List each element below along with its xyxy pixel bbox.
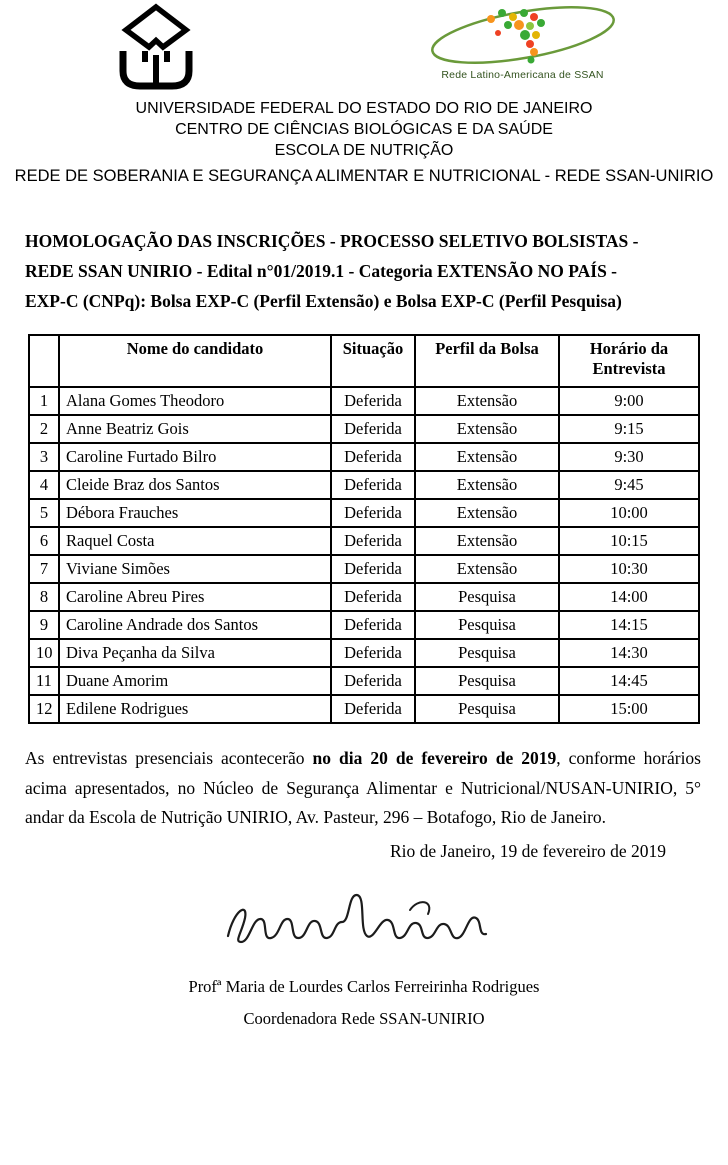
status-cell: Deferida bbox=[331, 555, 415, 583]
candidate-name: Edilene Rodrigues bbox=[59, 695, 331, 723]
unirio-emblem-icon bbox=[106, 2, 206, 95]
status-cell: Deferida bbox=[331, 499, 415, 527]
table-row bbox=[29, 583, 699, 611]
paragraph-text-pre: As entrevistas presenciais acontecerão bbox=[25, 748, 313, 769]
row-number: 2 bbox=[29, 415, 59, 443]
candidate-name: Alana Gomes Theodoro bbox=[59, 387, 331, 415]
institution-line-4: REDE DE SOBERANIA E SEGURANÇA ALIMENTAR E NUTRICIONAL - REDE SSAN-UNIRIO bbox=[14, 167, 714, 186]
candidate-name: Anne Beatriz Gois bbox=[59, 415, 331, 443]
paragraph-bold-date: no dia 20 de fevereiro de 2019 bbox=[312, 748, 557, 769]
status-cell: Deferida bbox=[331, 415, 415, 443]
profile-cell: Extensão bbox=[415, 471, 559, 499]
title-line-1: HOMOLOGAÇÃO DAS INSCRIÇÕES - PROCESSO SELETIVO BOLSISTAS - bbox=[25, 231, 639, 252]
candidate-name: Cleide Braz dos Santos bbox=[59, 471, 331, 499]
table-row bbox=[29, 555, 699, 583]
row-number: 12 bbox=[29, 695, 59, 723]
header-status: Situação bbox=[331, 335, 415, 387]
profile-cell: Extensão bbox=[415, 415, 559, 443]
header-interview-time: Horário da Entrevista bbox=[559, 335, 699, 387]
candidate-name: Caroline Andrade dos Santos bbox=[59, 611, 331, 639]
row-number: 9 bbox=[29, 611, 59, 639]
table-row bbox=[29, 667, 699, 695]
time-cell: 14:30 bbox=[559, 639, 699, 667]
table-header-row bbox=[29, 335, 699, 387]
profile-cell: Extensão bbox=[415, 499, 559, 527]
table-row bbox=[29, 611, 699, 639]
time-cell: 14:15 bbox=[559, 611, 699, 639]
signer-role: Coordenadora Rede SSAN-UNIRIO bbox=[243, 1008, 485, 1028]
signature-scribble-icon bbox=[214, 888, 514, 960]
candidate-name: Débora Frauches bbox=[59, 499, 331, 527]
profile-cell: Extensão bbox=[415, 387, 559, 415]
title-line-3: EXP-C (CNPq): Bolsa EXP-C (Perfil Extensão) e Bolsa EXP-C (Perfil Pesquisa) bbox=[25, 291, 622, 312]
candidate-name: Raquel Costa bbox=[59, 527, 331, 555]
row-number: 4 bbox=[29, 471, 59, 499]
time-cell: 10:15 bbox=[559, 527, 699, 555]
status-cell: Deferida bbox=[331, 667, 415, 695]
candidate-name: Viviane Simões bbox=[59, 555, 331, 583]
row-number: 8 bbox=[29, 583, 59, 611]
place-date-line: Rio de Janeiro, 19 de fevereiro de 2019 bbox=[389, 840, 666, 861]
time-cell: 9:00 bbox=[559, 387, 699, 415]
time-cell: 10:00 bbox=[559, 499, 699, 527]
time-cell: 10:30 bbox=[559, 555, 699, 583]
table-row bbox=[29, 639, 699, 667]
profile-cell: Pesquisa bbox=[415, 639, 559, 667]
status-cell: Deferida bbox=[331, 583, 415, 611]
profile-cell: Pesquisa bbox=[415, 695, 559, 723]
status-cell: Deferida bbox=[331, 387, 415, 415]
table-row bbox=[29, 387, 699, 415]
row-number: 1 bbox=[29, 387, 59, 415]
profile-cell: Pesquisa bbox=[415, 583, 559, 611]
signature bbox=[0, 888, 728, 965]
logo-row bbox=[0, 0, 728, 92]
row-number: 5 bbox=[29, 499, 59, 527]
row-number: 3 bbox=[29, 443, 59, 471]
table-row bbox=[29, 695, 699, 723]
header-number bbox=[29, 335, 59, 387]
ssan-logo-icon bbox=[423, 4, 623, 70]
table-row bbox=[29, 499, 699, 527]
time-cell: 14:45 bbox=[559, 667, 699, 695]
candidate-name: Caroline Abreu Pires bbox=[59, 583, 331, 611]
institution-line-1: UNIVERSIDADE FEDERAL DO ESTADO DO RIO DE JANEIRO bbox=[135, 100, 593, 117]
ssan-logo-caption: Rede Latino-Americana de SSAN bbox=[441, 69, 604, 81]
table-row bbox=[29, 415, 699, 443]
time-cell: 9:30 bbox=[559, 443, 699, 471]
status-cell: Deferida bbox=[331, 527, 415, 555]
row-number: 7 bbox=[29, 555, 59, 583]
ssan-network-logo bbox=[420, 4, 625, 81]
time-cell: 15:00 bbox=[559, 695, 699, 723]
table-row bbox=[29, 471, 699, 499]
time-cell: 14:00 bbox=[559, 583, 699, 611]
profile-cell: Extensão bbox=[415, 527, 559, 555]
status-cell: Deferida bbox=[331, 611, 415, 639]
interview-notice-paragraph bbox=[25, 744, 701, 832]
candidates-table-body bbox=[29, 387, 699, 723]
row-number: 10 bbox=[29, 639, 59, 667]
table-row bbox=[29, 443, 699, 471]
header-candidate-name: Nome do candidato bbox=[59, 335, 331, 387]
profile-cell: Extensão bbox=[415, 443, 559, 471]
candidate-name: Diva Peçanha da Silva bbox=[59, 639, 331, 667]
document-title bbox=[25, 226, 703, 316]
status-cell: Deferida bbox=[331, 695, 415, 723]
time-cell: 9:15 bbox=[559, 415, 699, 443]
paragraph-text-post: , conforme horários acima apresentados, no Núcleo de Segurança Alimentar e Nutricional/NUSAN-UNIRIO, 5° andar da Escola de Nutrição UNIRIO, Av. Pasteur, 296 – Botafogo, Rio de Janeiro. bbox=[25, 748, 701, 828]
row-number: 6 bbox=[29, 527, 59, 555]
header-profile: Perfil da Bolsa bbox=[415, 335, 559, 387]
status-cell: Deferida bbox=[331, 471, 415, 499]
institution-line-3: ESCOLA DE NUTRIÇÃO bbox=[274, 142, 454, 160]
row-number: 11 bbox=[29, 667, 59, 695]
status-cell: Deferida bbox=[331, 639, 415, 667]
candidates-table bbox=[28, 334, 700, 724]
candidate-name: Caroline Furtado Bilro bbox=[59, 443, 331, 471]
signer-name: Profª Maria de Lourdes Carlos Ferreirinha Rodrigues bbox=[188, 976, 540, 996]
status-cell: Deferida bbox=[331, 443, 415, 471]
profile-cell: Pesquisa bbox=[415, 611, 559, 639]
candidate-name: Duane Amorim bbox=[59, 667, 331, 695]
institution-header bbox=[0, 98, 728, 188]
time-cell: 9:45 bbox=[559, 471, 699, 499]
title-line-2: REDE SSAN UNIRIO - Edital n°01/2019.1 - Categoria EXTENSÃO NO PAÍS - bbox=[25, 261, 618, 282]
profile-cell: Pesquisa bbox=[415, 667, 559, 695]
table-row bbox=[29, 527, 699, 555]
profile-cell: Extensão bbox=[415, 555, 559, 583]
institution-line-2: CENTRO DE CIÊNCIAS BIOLÓGICAS E DA SAÚDE bbox=[175, 121, 553, 139]
